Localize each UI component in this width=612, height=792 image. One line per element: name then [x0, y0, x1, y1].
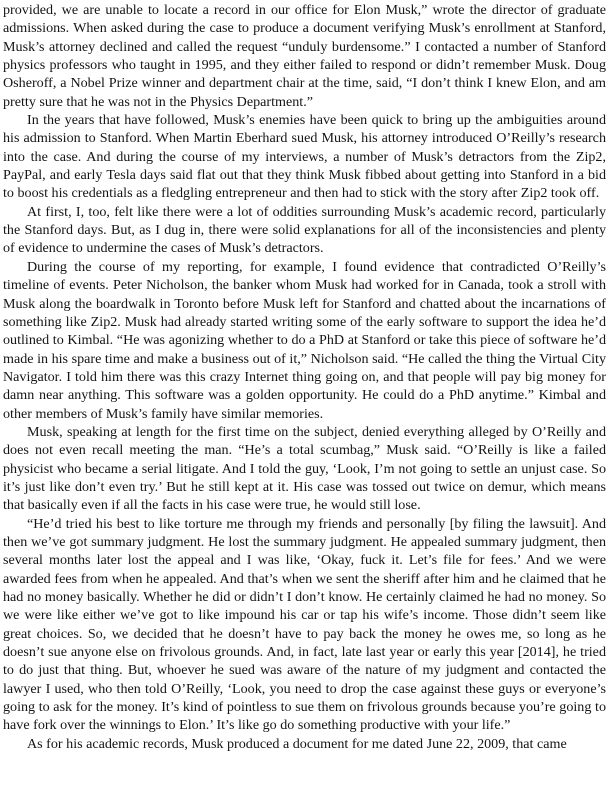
paragraph: “He’d tried his best to like torture me through my friends and personally [by filing the lawsuit]. And then we’ve got summary judgment. He lost the summary judgment. He appealed summary judgment, then several months later lost the appeal and I was like, ‘Okay, fuck it. Let’s file for fees.’ And we were awarded fees from when he appealed. And that’s when we sent the sheriff after him and he claimed that he had no money basically. Whether he did or didn’t I don’t know. He certainly claimed he had no money. So we were like either we’ve got to like impound his car or tap his wife’s income. Those didn’t seem like great choices. So, we decided that he doesn’t have to pay back the money he owes me, so long as he doesn’t sue anyone else on frivolous grounds. And, in fact, late last year or early this year [2014], he tried to do just that thing. But, whoever he sued was aware of the nature of my judgment and contacted the lawyer I used, who then told O’Reilly, ‘Look, you need to drop the case against these guys or everyone’s going to ask for the money. It’s kind of pointless to sue them on frivolous grounds because you’re going to have fork over the winnings to Elon.’ It’s like go do something productive with your life.” [3, 515, 606, 734]
paragraph: At first, I, too, felt like there were a lot of oddities surrounding Musk’s academic record, particularly the Stanford days. But, as I dug in, there were solid explanations for all of the inconsistencies and plenty of evidence to undermine the cases of Musk’s detractors. [3, 203, 606, 257]
text-column [3, 1, 606, 753]
paragraph: During the course of my reporting, for example, I found evidence that contradicted O’Reilly’s timeline of events. Peter Nicholson, the banker whom Musk had worked for in Canada, took a stroll with Musk along the boardwalk in Toronto before Musk left for Stanford and chatted about the incarnations of something like Zip2. Musk had already started writing some of the early software to support the idea he’d outlined to Kimbal. “He was agonizing whether to do a PhD at Stanford or take this piece of software he’d made in his spare time and make a business out of it,” Nicholson said. “He called the thing the Virtual City Navigator. I told him there was this crazy Internet thing going on, and that people will pay big money for damn near anything. This software was a golden opportunity. He could do a PhD anytime.” Kimbal and other members of Musk’s family have similar memories. [3, 258, 606, 422]
paragraph-continued: provided, we are unable to locate a record in our office for Elon Musk,” wrote the director of graduate admissions. When asked during the case to produce a document verifying Musk’s enrollment at Stanford, Musk’s attorney declined and called the request “unduly burdensome.” I contacted a number of Stanford physics professors who taught in 1995, and they either failed to respond or didn’t remember Musk. Doug Osheroff, a Nobel Prize winner and department chair at the time, said, “I don’t think I knew Elon, and am pretty sure that he was not in the Physics Department.” [3, 2, 606, 110]
paragraph: Musk, speaking at length for the first time on the subject, denied everything alleged by O’Reilly and does not even recall meeting the man. “He’s a total scumbag,” Musk said. “O’Reilly is like a failed physicist who became a serial litigate. And I told the guy, ‘Look, I’m not going to settle an unjust case. So it’s just like don’t even try.’ But he still kept at it. His case was tossed out twice on demur, which means that basically even if all the facts in his case were true, he would still lose. [3, 423, 606, 514]
paragraph-partial: As for his academic records, Musk produced a document for me dated June 22, 2009, that came [27, 735, 567, 752]
paragraph: In the years that have followed, Musk’s enemies have been quick to bring up the ambiguities around his admission to Stanford. When Martin Eberhard sued Musk, his attorney introduced O’Reilly’s research into the case. And during the course of my interviews, a number of Musk’s detractors from the Zip2, PayPal, and early Tesla days said flat out that they think Musk fibbed about getting into Stanford in a bid to boost his credentials as a fledgling entrepreneur and then had to stick with the story after Zip2 took off. [3, 112, 606, 202]
